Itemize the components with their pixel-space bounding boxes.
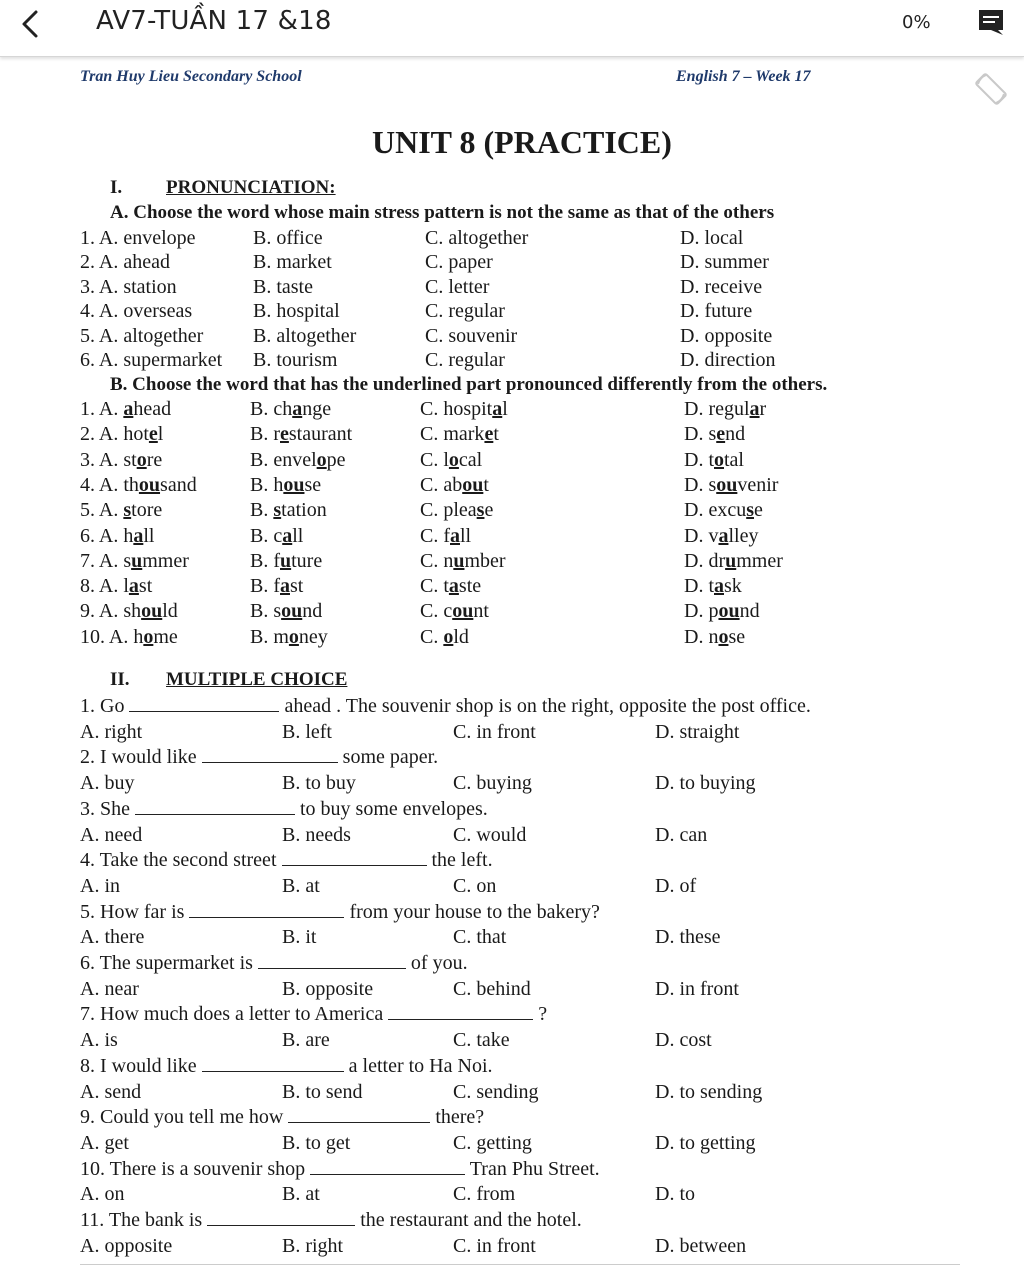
part-b-option [80,524,154,548]
underlined-sound: a [492,398,503,420]
option-suffix: t [483,473,489,496]
part-a-option: 6. A. supermarket [80,349,223,371]
question-prefix: 8. I would like [80,1054,197,1077]
option-suffix: mmer [142,549,189,572]
answer-option[interactable]: A. opposite [80,1234,173,1257]
part-a-option: C. letter [425,275,490,298]
option-prefix: B. m [250,625,289,648]
answer-blank[interactable] [202,746,338,763]
question-text [80,1002,547,1026]
option-prefix: 8. A. l [80,575,129,598]
option-suffix: sand [160,473,197,496]
option-suffix: venir [737,473,779,496]
underlined-sound: o [714,448,724,471]
option-prefix: B. ch [250,398,293,420]
option-prefix: D. regul [684,398,750,420]
option-suffix: e [484,499,494,522]
part-a-option: B. office [253,227,323,249]
answer-option[interactable]: D. cost [655,1029,712,1052]
question-suffix: some paper. [342,746,439,769]
back-arrow-icon[interactable] [14,6,50,42]
option-prefix: C. plea [420,499,477,522]
part-b-option [684,448,744,472]
part-b-option [420,625,469,649]
option-suffix: st [290,575,304,598]
part-a-option: 1. A. envelope [80,227,196,249]
underlined-sound: u [453,549,465,572]
underlined-sound: o [136,448,147,471]
question-text [80,1105,484,1129]
answer-blank[interactable] [310,1158,465,1175]
option-prefix: D. n [684,625,719,648]
part-b-option [250,448,346,472]
answer-option[interactable]: D. these [655,926,721,949]
option-prefix: C. c [420,600,453,623]
underlined-sound: ou [141,600,163,623]
part-b-option [80,498,162,522]
comment-icon[interactable] [976,6,1006,36]
option-prefix: C. ab [420,473,463,496]
option-suffix: se [728,625,746,648]
part-b-option [420,397,508,421]
underlined-sound: s [476,499,485,522]
question-prefix: 4. Take the second street [80,849,277,872]
option-prefix: 9. A. sh [80,600,142,623]
part-b-option [684,574,742,598]
option-suffix: ll [292,524,304,547]
option-suffix: tal [724,448,744,471]
answer-option[interactable]: B. it [282,926,317,949]
part-b-option [80,422,163,446]
question-text [80,797,488,821]
option-suffix: cal [458,448,483,471]
answer-option[interactable]: A. buy [80,772,135,795]
section-2-number: II. [110,669,130,690]
part-b-option [250,422,352,446]
option-prefix: C. mark [420,423,485,446]
part-a-option: 3. A. station [80,275,177,298]
option-prefix: D. v [684,524,719,547]
option-prefix: B. f [250,575,280,598]
answer-option[interactable]: A. need [80,823,143,846]
question-suffix: the left. [431,849,493,872]
answer-blank[interactable] [207,1209,355,1226]
question-suffix: to buy some envelopes. [300,797,488,820]
question-text [80,900,600,924]
option-suffix: ture [291,549,323,572]
answer-option[interactable]: B. opposite [282,977,374,1000]
part-a-option: 5. A. altogether [80,324,204,347]
question-suffix: ahead . The souvenir shop is on the right, opposite the post office. [284,695,811,717]
option-prefix: 2. A. hot [80,423,149,446]
option-prefix: B. [250,499,274,522]
answer-blank[interactable] [258,952,406,969]
part-a-option: D. opposite [680,324,773,347]
part-a-option: C. souvenir [425,324,518,347]
part-b-option [250,473,321,497]
option-suffix: lley [728,524,759,547]
underlined-sound: a [448,575,459,598]
option-prefix: B. h [250,473,284,496]
option-suffix: pe [326,448,346,471]
option-suffix: t [493,423,499,446]
part-b-option [684,524,758,548]
underlined-sound: a [282,524,293,547]
answer-option[interactable]: B. at [282,1183,320,1206]
underlined-sound: u [131,549,143,572]
underlined-sound: ou [716,473,738,496]
part-b-option [420,599,489,623]
option-prefix: 5. A. [80,499,124,522]
option-suffix: nt [473,600,489,623]
week-label: English 7 – Week 17 [676,68,811,85]
answer-option[interactable]: D. of [655,874,697,897]
answer-option[interactable]: D. to [655,1183,695,1206]
option-suffix: re [146,448,163,471]
unit-title: UNIT 8 (PRACTICE) [372,124,672,160]
answer-option[interactable]: C. buying [453,772,532,795]
underlined-sound: ou [718,600,740,623]
option-suffix: ll [143,524,155,547]
part-b-option [80,549,189,573]
section-1-number: I. [110,177,123,198]
part-a-option: 4. A. overseas [80,300,193,323]
part-b-option [684,498,763,522]
underlined-sound: o [448,448,459,471]
question-prefix: 5. How far is [80,900,185,923]
answer-option[interactable]: C. sending [453,1080,539,1103]
question-suffix: ? [538,1003,548,1026]
part-b-option [250,625,328,649]
part-b-option [250,498,327,522]
answer-option[interactable]: D. to buying [655,772,756,795]
option-prefix: D. t [684,448,714,471]
part-b-option [250,397,331,421]
part-b-option [80,599,178,623]
question-prefix: 6. The supermarket is [80,952,253,974]
underlined-sound: e [148,423,158,446]
underlined-sound: a [280,575,290,598]
question-prefix: 2. I would like [80,746,197,769]
question-text [80,694,811,718]
answer-blank[interactable] [282,849,427,866]
part-b-option [684,549,783,573]
underlined-sound: a [123,398,134,420]
answer-option[interactable]: B. to get [282,1131,351,1154]
question-prefix: 7. How much does a letter to America [80,1003,384,1026]
answer-option[interactable]: A. there [80,926,145,949]
answer-option[interactable]: A. send [80,1080,142,1103]
underlined-sound: o [718,625,729,648]
part-a-instruction: A. Choose the word whose main stress pattern is not the same as that of the others [110,202,775,223]
part-a-option: C. paper [425,251,493,274]
answer-option[interactable]: A. on [80,1183,125,1206]
underlined-sound: o [443,625,454,648]
part-a-option: B. altogether [253,324,357,347]
option-prefix: C. t [420,575,449,598]
answer-option[interactable]: C. in front [453,1234,536,1257]
option-suffix: nd [725,423,746,446]
question-text [80,1208,582,1232]
underlined-sound: e [716,423,726,446]
part-b-option [684,397,766,421]
part-a-option: D. receive [680,275,763,298]
part-a-option: D. summer [680,251,769,274]
answer-option[interactable]: A. near [80,977,139,1000]
option-suffix: tore [131,499,163,522]
underlined-sound: e [484,423,494,446]
part-a-option: C. regular [425,300,505,323]
underlined-sound: a [749,398,760,420]
option-suffix: r [759,398,767,420]
answer-option[interactable]: C. take [453,1029,510,1052]
question-suffix: Tran Phu Street. [469,1157,600,1180]
underlined-sound: ou [462,473,484,496]
underlined-sound: ou [452,600,474,623]
part-b-option [80,574,152,598]
part-a-option: D. direction [680,349,776,371]
part-b-option [420,498,493,522]
page-divider [80,1264,960,1265]
part-a-option: 2. A. ahead [80,251,170,274]
underlined-sound: a [128,575,139,598]
option-suffix: se [304,473,322,496]
question-suffix: of you. [410,952,468,974]
part-b-option [420,549,506,573]
answer-option[interactable]: A. in [80,874,120,897]
part-b-option [250,574,303,598]
part-a-option: B. market [253,251,332,274]
underlined-sound: a [714,575,724,598]
answer-option[interactable]: C. in front [453,720,536,743]
answer-option[interactable]: B. needs [282,823,351,846]
question-prefix: 1. Go [80,695,125,717]
question-prefix: 9. Could you tell me how [80,1106,284,1129]
underlined-sound: ou [281,600,303,623]
part-b-option [420,473,489,497]
option-prefix: B. c [250,524,283,547]
part-b-option [80,448,162,472]
question-text [80,745,438,769]
option-prefix: C. l [420,448,449,471]
option-suffix: ney [298,625,328,648]
answer-option[interactable]: C. getting [453,1131,532,1154]
document-page [0,56,1024,1274]
answer-option[interactable]: D. to sending [655,1080,763,1103]
answer-option[interactable]: A. get [80,1131,129,1154]
option-prefix: 3. A. st [80,448,137,471]
answer-option[interactable]: A. right [80,720,143,743]
underlined-sound: a [450,524,460,547]
answer-option[interactable]: C. on [453,874,497,897]
option-suffix: ste [458,575,482,598]
answer-blank[interactable] [189,901,344,918]
option-prefix: C. f [420,524,450,547]
option-prefix: 1. A. [80,398,124,420]
option-suffix: ld [453,625,469,648]
section-2-title: MULTIPLE CHOICE [166,669,348,690]
option-suffix: l [502,398,508,420]
part-b-instruction: B. Choose the word that has the underlined part pronounced differently from the others. [110,374,828,395]
option-prefix: 10. A. h [80,625,144,648]
option-suffix: ld [162,600,178,623]
question-text [80,1157,600,1181]
question-prefix: 11. The bank is [80,1209,203,1231]
option-prefix: C. n [420,549,454,572]
underlined-sound: u [280,549,292,572]
option-prefix: D. excu [684,499,747,522]
answer-option[interactable]: C. would [453,823,527,846]
part-a-option: B. taste [253,275,313,298]
answer-option[interactable]: D. between [655,1234,747,1257]
question-text [80,951,468,975]
answer-option[interactable]: B. at [282,874,320,897]
document-title: AV7-TUẦN 17 &18 [96,6,332,36]
option-suffix: tation [281,499,327,522]
option-suffix: ll [460,524,472,547]
answer-option[interactable]: B. to buy [282,772,356,795]
option-suffix: nge [302,398,332,420]
underlined-sound: u [725,549,737,572]
option-suffix: mber [464,549,506,572]
answer-option[interactable]: C. that [453,926,507,949]
part-b-option [80,625,178,649]
answer-option[interactable]: B. are [282,1029,330,1052]
option-prefix: B. envel [250,448,317,471]
part-b-option [420,422,499,446]
question-suffix: from your house to the bakery? [349,900,600,923]
option-suffix: nd [302,600,323,623]
option-suffix: e [754,499,763,522]
underlined-sound: a [718,524,729,547]
underlined-sound: s [273,499,282,522]
question-prefix: 3. She [80,797,130,820]
question-prefix: 10. There is a souvenir shop [80,1157,306,1180]
part-a-option: B. hospital [253,300,340,323]
part-b-option [420,448,482,472]
option-suffix: head [133,398,172,420]
part-b-option [684,625,745,649]
option-suffix: mmer [736,549,783,572]
part-b-option [250,549,322,573]
option-prefix: D. t [684,575,714,598]
answer-option[interactable]: D. in front [655,977,739,1000]
answer-option[interactable]: D. straight [655,720,740,743]
option-prefix: 4. A. th [80,473,139,496]
option-prefix: 6. A. h [80,524,134,547]
answer-option[interactable]: C. behind [453,977,531,1000]
answer-blank[interactable] [129,695,279,712]
part-b-option [80,397,171,421]
answer-blank[interactable] [288,1106,430,1123]
underlined-sound: o [316,448,327,471]
part-b-option [420,574,481,598]
option-suffix: nd [739,600,760,623]
underlined-sound: o [143,625,154,648]
underlined-sound: ou [138,473,161,496]
answer-blank[interactable] [202,1055,344,1072]
school-name: Tran Huy Lieu Secondary School [80,68,302,85]
answer-option[interactable]: B. to send [282,1080,363,1103]
option-prefix: D. s [684,473,717,496]
underlined-sound: ou [283,473,305,496]
answer-option[interactable]: A. is [80,1029,118,1052]
option-prefix: D. p [684,600,719,623]
underlined-sound: s [746,499,754,522]
answer-option[interactable]: D. to getting [655,1131,756,1154]
option-prefix: B. s [250,600,282,623]
underlined-sound: s [123,499,132,522]
option-prefix: B. r [250,423,280,446]
underlined-sound: o [288,625,299,648]
option-suffix: sk [724,575,742,598]
option-suffix: st [138,575,153,598]
answer-option[interactable]: B. right [282,1234,344,1257]
option-prefix: D. dr [684,549,726,572]
question-suffix: the restaurant and the hotel. [360,1209,582,1231]
answer-option[interactable]: C. from [453,1183,516,1206]
answer-blank[interactable] [135,798,295,815]
option-suffix: l [157,423,164,446]
underlined-sound: a [292,398,303,420]
answer-blank[interactable] [388,1003,533,1020]
part-b-option [420,524,471,548]
underlined-sound: e [280,423,289,446]
answer-option[interactable]: D. can [655,823,708,846]
part-b-option [684,599,760,623]
part-a-option: B. tourism [253,349,338,371]
option-prefix: B. f [250,549,280,572]
part-b-option [80,473,197,497]
section-1-title: PRONUNCIATION: [166,177,336,198]
part-b-option [250,599,322,623]
question-text [80,1054,493,1078]
part-a-option: C. regular [425,349,505,371]
option-suffix: staurant [288,423,353,446]
part-b-option [684,422,745,446]
question-suffix: there? [435,1106,485,1129]
answer-option[interactable]: B. left [282,720,332,743]
question-suffix: a letter to Ha Noi. [348,1054,493,1077]
part-b-option [250,524,303,548]
part-a-option: D. local [680,227,744,249]
top-app-bar [0,0,1024,57]
option-prefix: C. [420,625,444,648]
progress-percent: 0% [902,12,931,33]
option-prefix: 7. A. s [80,549,132,572]
part-b-option [684,473,778,497]
option-prefix: D. s [684,423,717,446]
option-prefix: C. hospit [420,398,493,420]
part-a-option: D. future [680,300,753,323]
question-text [80,848,493,872]
part-a-option: C. altogether [425,227,529,249]
option-suffix: me [153,625,178,648]
underlined-sound: a [133,524,144,547]
